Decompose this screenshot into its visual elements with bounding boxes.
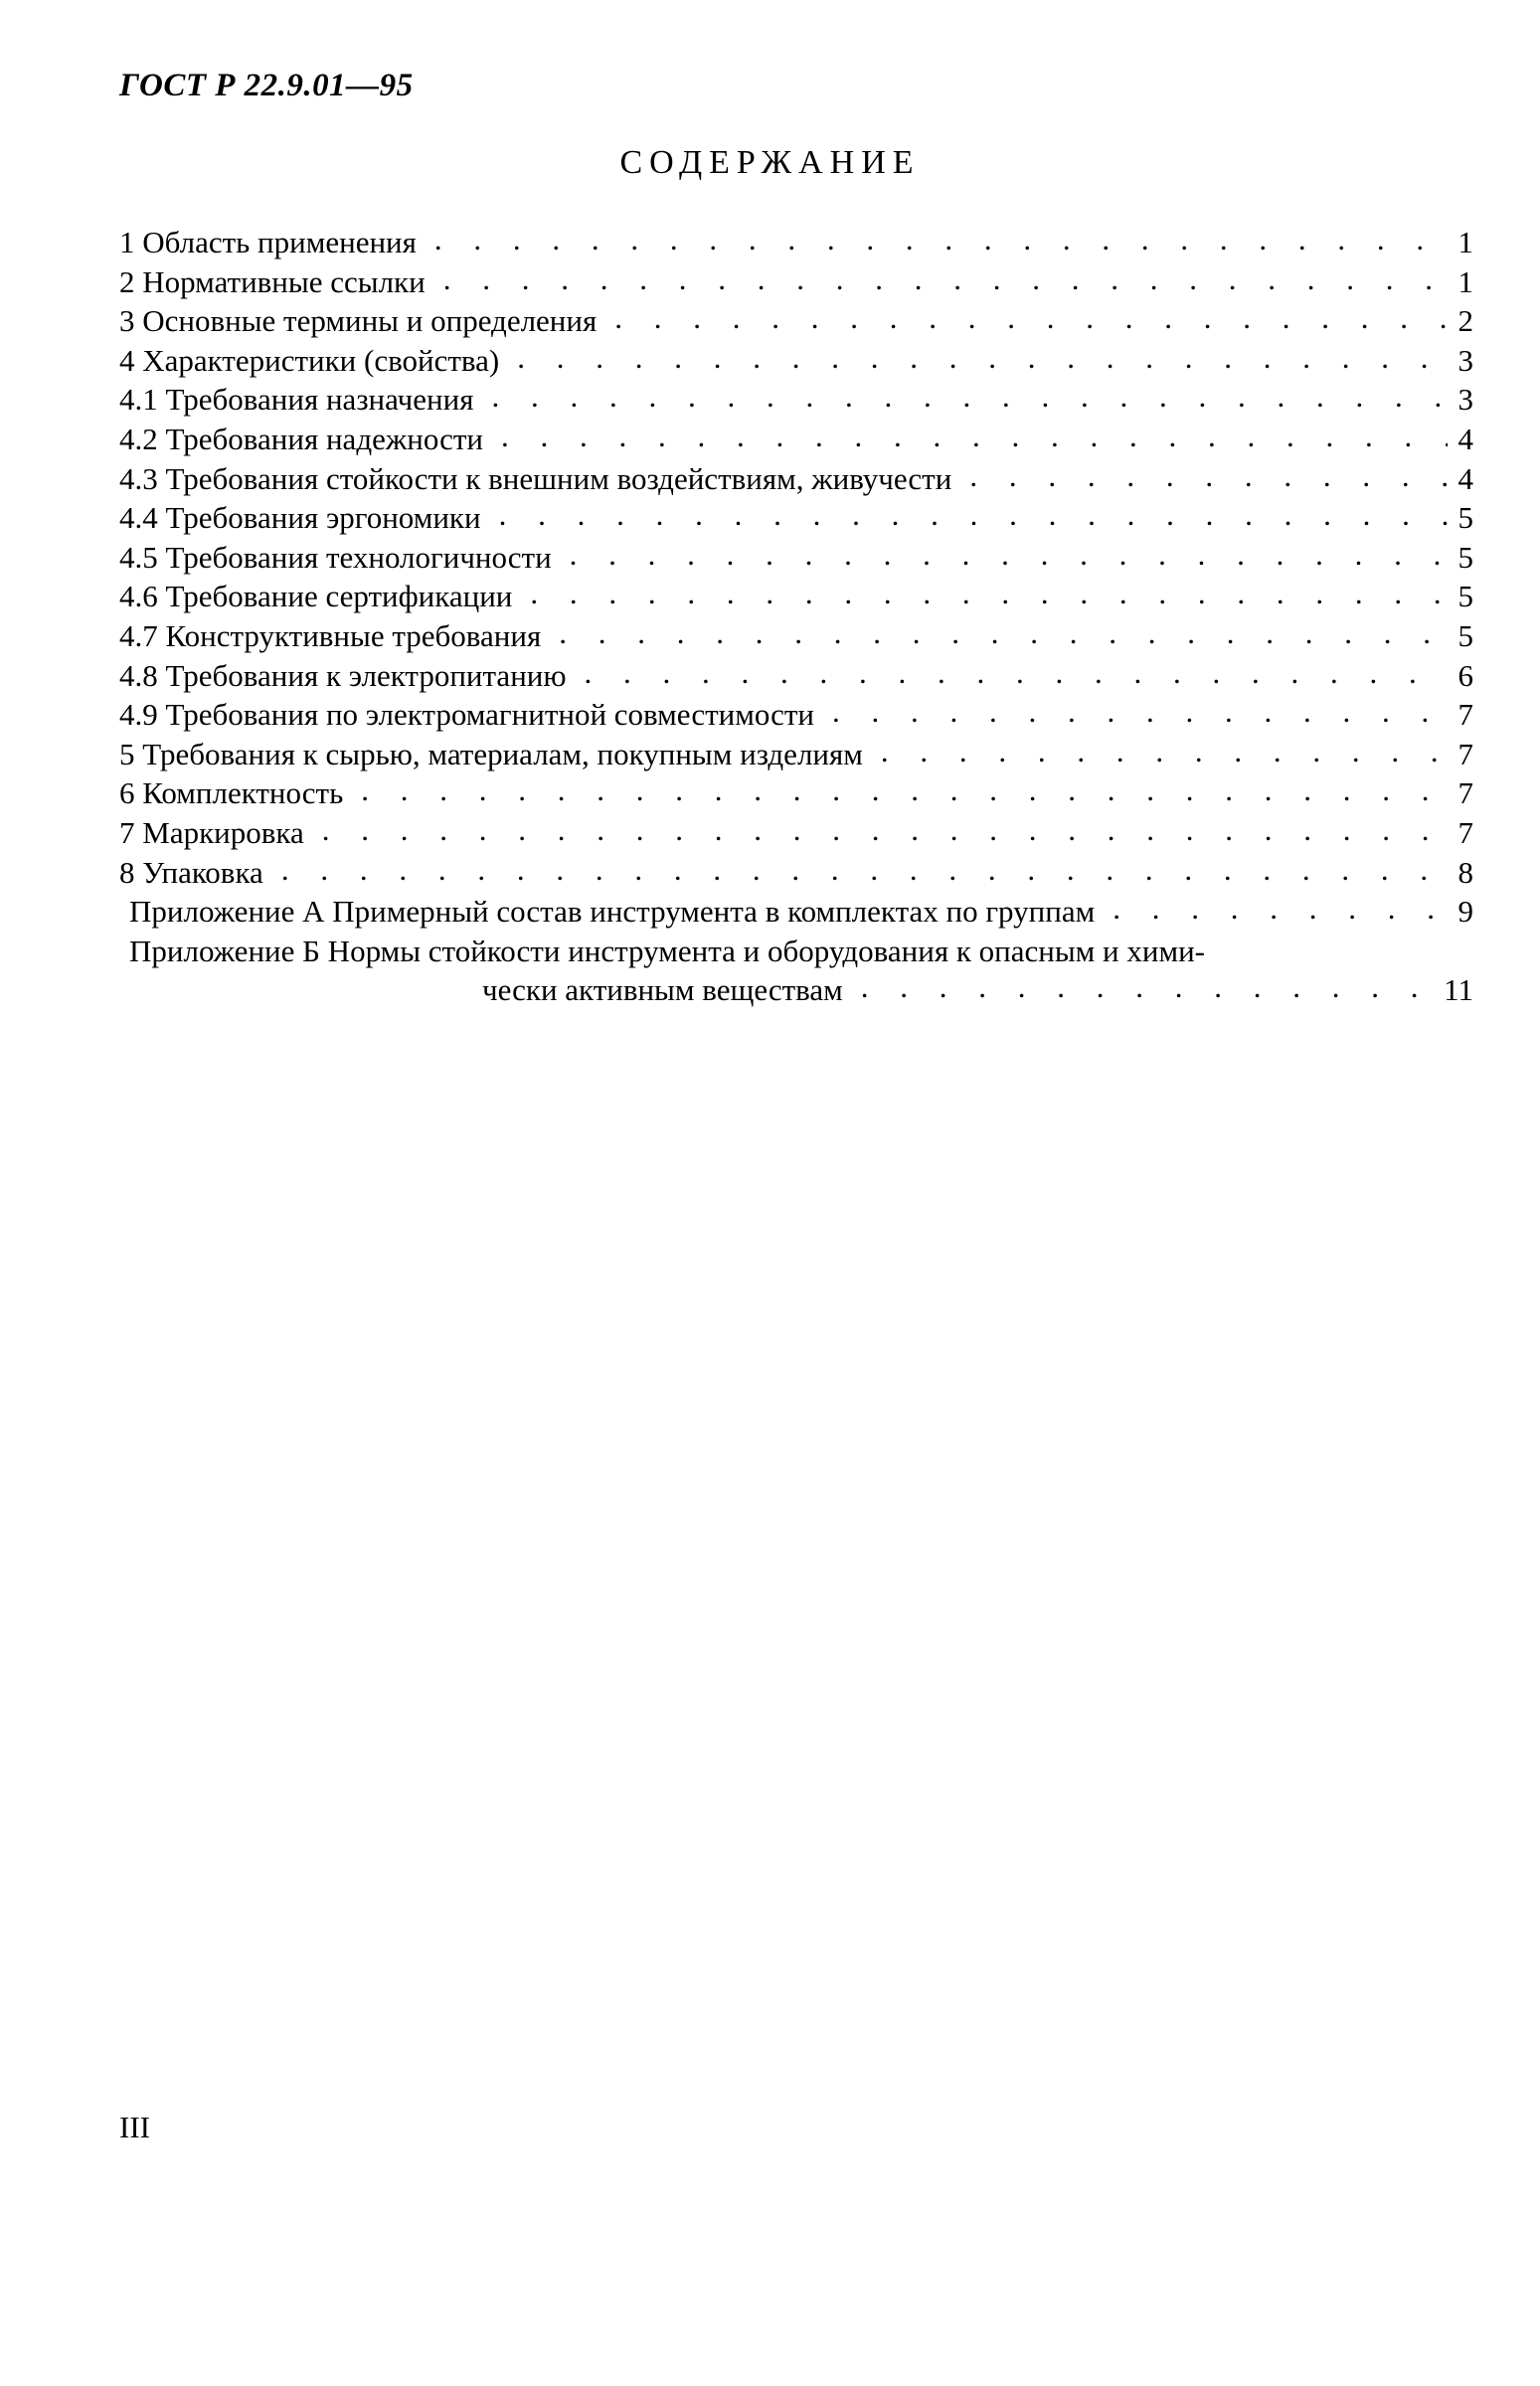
toc-entry-label: Приложение А Примерный состав инструмента в комплектах по группам <box>129 894 1096 930</box>
toc-entry-page: 1 <box>1457 263 1473 299</box>
toc-entry-page: 7 <box>1457 697 1473 733</box>
toc-dot-leader <box>434 220 1448 259</box>
toc-entry-label: 4 Характеристики (свойства) <box>119 342 500 378</box>
toc-dot-leader <box>499 495 1448 535</box>
page-number: III <box>119 2110 150 2144</box>
toc-entry <box>119 695 1473 735</box>
toc-entry-label: 4.2 Требования надежности <box>119 421 484 456</box>
toc-entry-label: 4.3 Требования стойкости к внешним воздействиям, живучести <box>119 460 952 496</box>
toc-entry <box>119 380 1473 420</box>
toc-entry-label: 4.9 Требования по электромагнитной совместимости <box>119 697 814 733</box>
toc-entry-page: 3 <box>1457 342 1473 378</box>
toc-entry-page: 5 <box>1457 579 1473 614</box>
toc-entry <box>119 223 1473 262</box>
toc-dot-leader <box>361 770 1448 810</box>
toc-entry <box>119 616 1473 656</box>
toc-entry-page: 11 <box>1444 972 1473 1008</box>
toc-entry-label: 4.5 Требования технологичности <box>119 539 552 575</box>
toc-entry-appendix-b-continuation <box>119 970 1473 1010</box>
toc-entry-label: 1 Область применения <box>119 225 417 259</box>
toc-dot-leader <box>570 535 1448 575</box>
toc-dot-leader <box>491 377 1448 417</box>
toc-dot-leader <box>281 850 1448 890</box>
toc-entry-label: 4.1 Требования назначения <box>119 382 474 418</box>
toc-dot-leader <box>322 810 1448 850</box>
toc-entry <box>119 577 1473 616</box>
toc-entry-page: 6 <box>1457 657 1473 693</box>
toc-entry-page: 5 <box>1457 539 1473 575</box>
toc-entry-page: 4 <box>1457 460 1473 496</box>
toc-entry-page: 1 <box>1457 225 1473 259</box>
toc-entry-label: 4.4 Требования эргономики <box>119 500 481 536</box>
toc-entry-label: 4.7 Конструктивные требования <box>119 617 542 653</box>
table-of-contents <box>119 223 1473 1010</box>
document-standard-header: ГОСТ Р 22.9.01—95 <box>119 68 414 103</box>
toc-entry <box>119 853 1473 893</box>
toc-entry-label-continuation: чески активным веществам <box>482 972 843 1008</box>
toc-entry <box>119 656 1473 696</box>
toc-entry-page: 7 <box>1457 814 1473 850</box>
toc-entry <box>119 813 1473 853</box>
toc-dot-leader <box>881 732 1448 771</box>
toc-dot-leader <box>969 456 1448 496</box>
toc-dot-leader <box>517 338 1448 378</box>
toc-entry-page: 7 <box>1457 736 1473 771</box>
toc-entry <box>119 301 1473 341</box>
toc-entry-label: Приложение Б Нормы стойкости инструмента и оборудования к опасным и хими- <box>129 933 1206 968</box>
toc-dot-leader <box>530 574 1448 613</box>
toc-entry-label: 5 Требования к сырью, материалам, покупным изделиям <box>119 736 863 771</box>
toc-title: СОДЕРЖАНИЕ <box>619 144 921 181</box>
toc-dot-leader <box>559 613 1448 653</box>
toc-entry-label: 3 Основные термины и определения <box>119 303 598 339</box>
toc-dot-leader <box>861 967 1436 1007</box>
toc-entry-label: 6 Комплектность <box>119 775 344 811</box>
toc-entry-page: 2 <box>1457 303 1473 339</box>
toc-entry <box>119 773 1473 813</box>
toc-entry-label: 4.6 Требование сертификации <box>119 579 513 614</box>
toc-entry-page: 8 <box>1457 854 1473 890</box>
toc-entry <box>119 341 1473 381</box>
toc-entry-label: 7 Маркировка <box>119 814 304 850</box>
toc-entry-page: 4 <box>1457 421 1473 456</box>
toc-dot-leader <box>443 259 1448 299</box>
toc-dot-leader <box>1112 889 1448 929</box>
toc-entry-label: 2 Нормативные ссылки <box>119 263 426 299</box>
toc-dot-leader <box>585 653 1448 693</box>
toc-entry <box>119 538 1473 578</box>
toc-entry-page: 7 <box>1457 775 1473 811</box>
toc-entry <box>119 262 1473 302</box>
toc-entry-page: 9 <box>1457 894 1473 930</box>
toc-dot-leader <box>501 417 1448 456</box>
toc-entry-label: 8 Упаковка <box>119 854 263 890</box>
toc-entry-appendix-b <box>119 932 1473 971</box>
toc-entry-page: 3 <box>1457 382 1473 418</box>
toc-entry-label: 4.8 Требования к электропитанию <box>119 657 567 693</box>
toc-entry <box>119 459 1473 499</box>
toc-entry <box>119 735 1473 774</box>
toc-entry <box>119 498 1473 538</box>
toc-dot-leader <box>614 298 1448 338</box>
toc-entry <box>119 420 1473 459</box>
toc-entry-page: 5 <box>1457 500 1473 536</box>
toc-dot-leader <box>832 692 1448 732</box>
toc-entry-appendix-a <box>119 892 1473 932</box>
toc-entry-page: 5 <box>1457 617 1473 653</box>
